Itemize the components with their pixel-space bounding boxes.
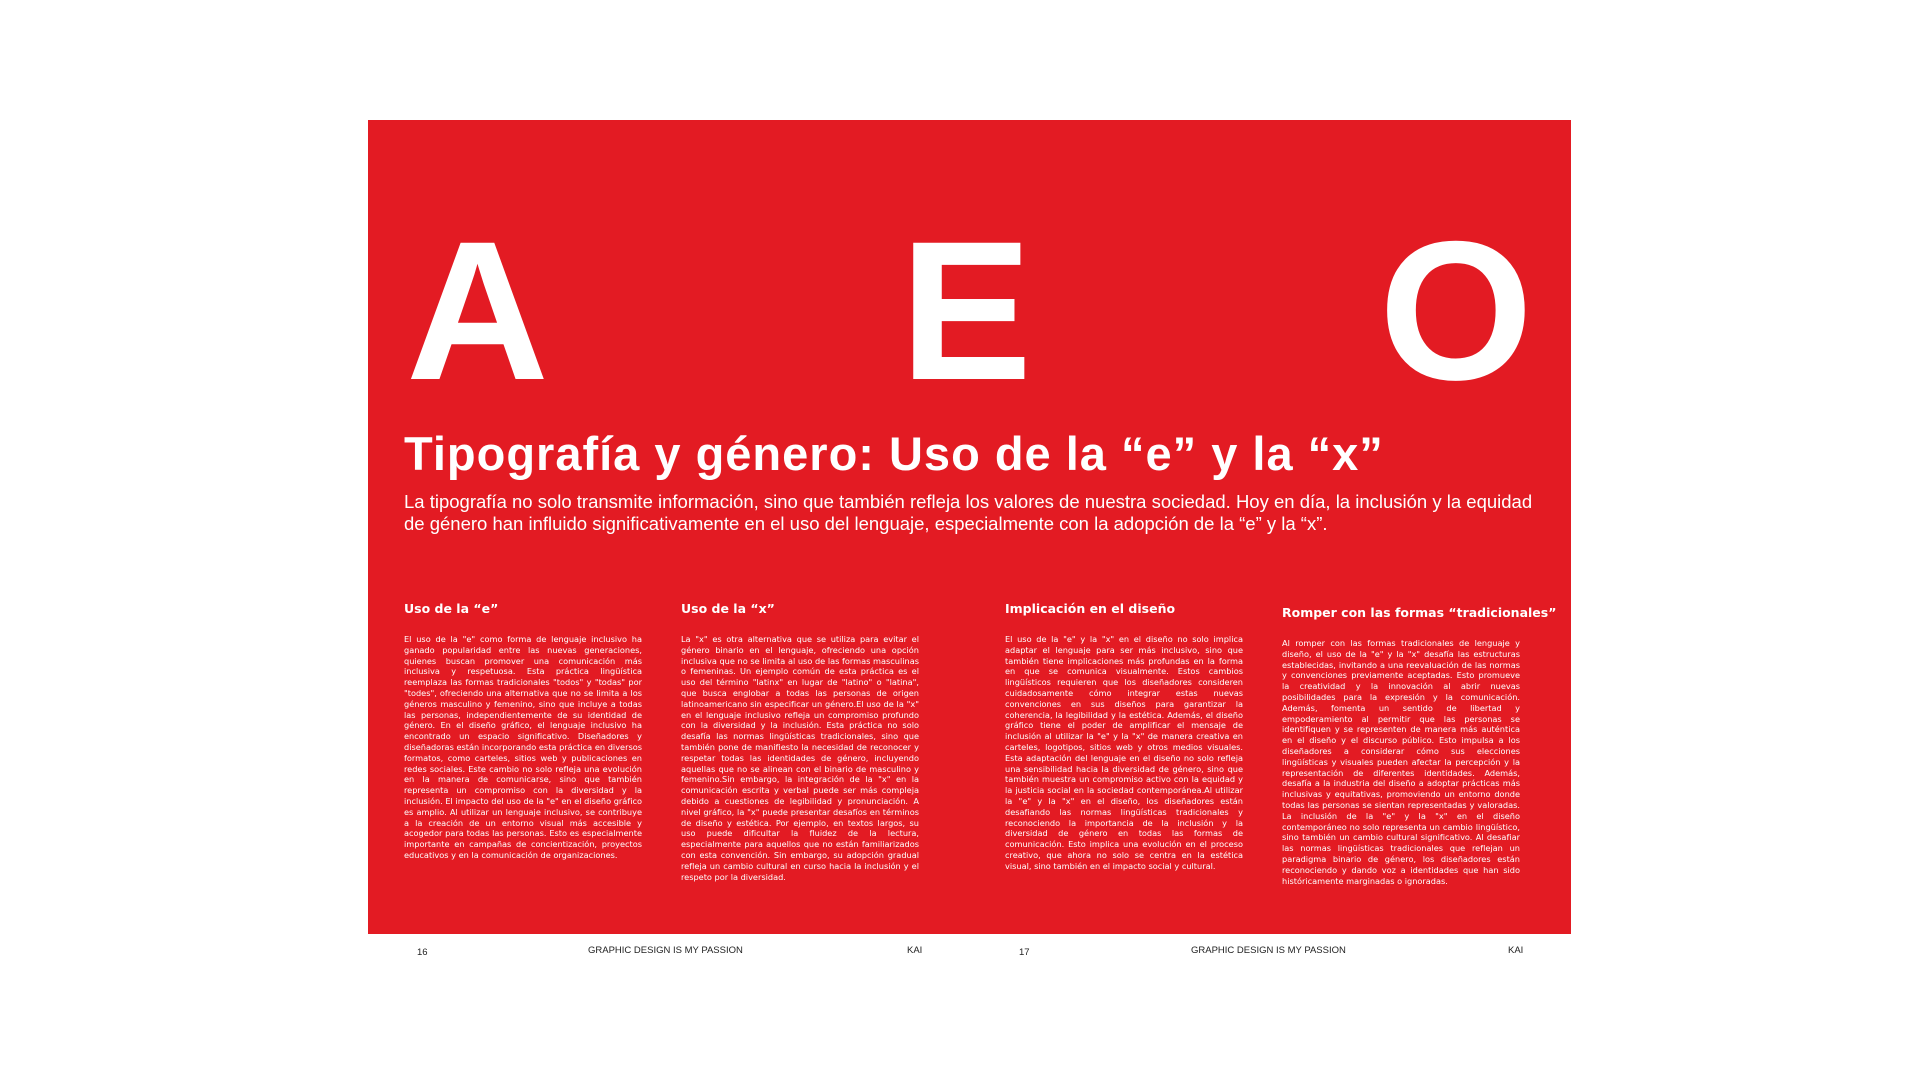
column-heading: Romper con las formas “tradicionales” — [1282, 605, 1557, 620]
column-heading: Uso de la “e” — [404, 601, 499, 616]
running-title-left: GRAPHIC DESIGN IS MY PASSION — [588, 945, 743, 956]
display-letter-o: O — [1379, 200, 1534, 421]
column-body: Al romper con las formas tradicionales de lenguaje y diseño, el uso de la "e" y la "x" desafía las estructuras establecidas, invitando a una reevaluación de las normas y convenciones previamente aceptadas. Esto promueve la creatividad y la innovación al abrir nuevas posibilidades para la expresión y la comunicación. Además, fomenta un sentido de libertad y empoderamiento al permitir que las personas se identifiquen y se representen de manera más auténtica en el diseño y el discurso público. Esto impulsa a los diseñadores a considerar cómo sus elecciones lingüísticas y visuales pueden afectar la percepción y la representación de diferentes identidades. Además, desafía a la industria del diseño a adoptar prácticas más inclusivas y equitativas, promoviendo un entorno donde todas las personas se sientan representadas y valoradas. La inclusión de la "e" y la "x" en el diseño contemporáneo no solo representa un cambio lingüístico, sino también un cambio cultural significativo. Al desafiar las normas lingüísticas tradicionales que reflejan un paradigma binario de género, los diseñadores están reconociendo y dando voz a identidades que han sido históricamente marginadas o ignoradas. — [1282, 638, 1520, 886]
text-column-uso-x — [681, 601, 919, 882]
running-title-right: GRAPHIC DESIGN IS MY PASSION — [1191, 945, 1346, 956]
column-body: La "x" es otra alternativa que se utiliza para evitar el género binario en el lenguaje, ofreciendo una opción inclusiva que no se limita al uso de las formas masculinas o femeninas. Un ejemplo común de esta práctica es el uso del término "latinx" en lugar de "latino" o "latina", que busca englobar a todas las personas de origen latinoamericano sin especificar un género.El uso de la "x" en el lenguaje inclusivo refleja un compromiso profundo con la diversidad y la inclusión. Esta práctica no solo desafía las normas lingüísticas tradicionales, sino que también pone de manifiesto la necesidad de reconocer y respetar todas las identidades de género, incluyendo aquellas que no se alinean con el binario de masculino y femenino.Sin embargo, la integración de la "x" en la comunicación escrita y verbal puede ser más compleja debido a cuestiones de legibilidad y pronunciación. A nivel gráfico, la "x" puede presentar desafíos en términos de diseño y estética. Por ejemplo, en textos largos, su uso puede dificultar la fluidez de la lectura, especialmente para aquellos que no están familiarizados con esta convención. Sin embargo, su adopción gradual refleja un cambio cultural en curso hacia la inclusión y el respeto por la diversidad. — [681, 634, 919, 882]
display-letter-e: E — [900, 200, 1033, 421]
display-letter-a: A — [406, 200, 549, 421]
text-column-implicacion — [1005, 601, 1243, 872]
column-body: El uso de la "e" y la "x" en el diseño no solo implica adaptar el lenguaje para ser más inclusivo, sino que también tiene implicaciones más profundas en la forma en que se comunica visualmente. Estos cambios lingüísticos requieren que los diseñadores consideren cuidadosamente cómo integrar estas nuevas convenciones en sus diseños para garantizar la coherencia, la legibilidad y la estética. Además, el diseño gráfico tiene el poder de amplificar el mensaje de inclusión al utilizar la "e" y la "x" de manera creativa en carteles, logotipos, sitios web y otros medios visuales. Esta adaptación del lenguaje en el diseño no solo refleja una sensibilidad hacia la diversidad de género, sino que también muestra un compromiso activo con la equidad y la justicia social en la sociedad contemporánea.Al utilizar la "e" y la "x" en el diseño, los diseñadores están desafiando las normas lingüísticas tradicionales y reconociendo la importancia de la inclusión y la diversidad de género en todas las formas de comunicación. Esto implica una evolución en el proceso creativo, que ahora no solo se centra en la estética visual, sino también en el impacto social y cultural. — [1005, 634, 1243, 871]
column-heading: Implicación en el diseño — [1005, 601, 1176, 616]
page-number-right: 17 — [1019, 947, 1030, 958]
page-number-left: 16 — [417, 947, 428, 958]
running-author-right: KAI — [1508, 945, 1524, 956]
red-spread-panel — [368, 120, 1571, 934]
text-column-uso-e — [404, 601, 642, 861]
article-headline: Tipografía y género: Uso de la “e” y la “x” — [404, 427, 1384, 480]
article-lede: La tipografía no solo transmite información, sino que también refleja los valores de nuestra sociedad. Hoy en día, la inclusión y la equidad de género han influido significativamente en el uso del lenguaje, especialmente con la adopción de la “e” y la “x”. — [404, 491, 1533, 534]
column-heading: Uso de la “x” — [681, 601, 775, 616]
column-body: El uso de la "e" como forma de lenguaje inclusivo ha ganado popularidad entre las nuevas generaciones, quienes buscan promover una comunicación más inclusiva y respetuosa. Esta práctica lingüística reemplaza las formas tradicionales "todos" y "todas" por "todes", ofreciendo una alternativa que no se limita a los géneros masculino y femenino, sino que incluye a todas las personas, independientemente de su identidad de género. En el diseño gráfico, el lenguaje inclusivo ha encontrado un espacio significativo. Diseñadores y diseñadoras están incorporando esta práctica en diversos formatos, como carteles, sitios web y publicaciones en redes sociales. Este cambio no solo refleja una evolución en la manera de comunicarse, sino que también representa un compromiso con la diversidad y la inclusión. El impacto del uso de la "e" en el diseño gráfico es amplio. Al utilizar un lenguaje inclusivo, se contribuye a la creación de un entorno visual más accesible y acogedor para todas las personas. Esto es especialmente importante en campañas de concientización, proyectos educativos y en la comunicación de organizaciones. — [404, 634, 642, 860]
text-column-romper — [1282, 605, 1557, 886]
running-author-left: KAI — [907, 945, 923, 956]
